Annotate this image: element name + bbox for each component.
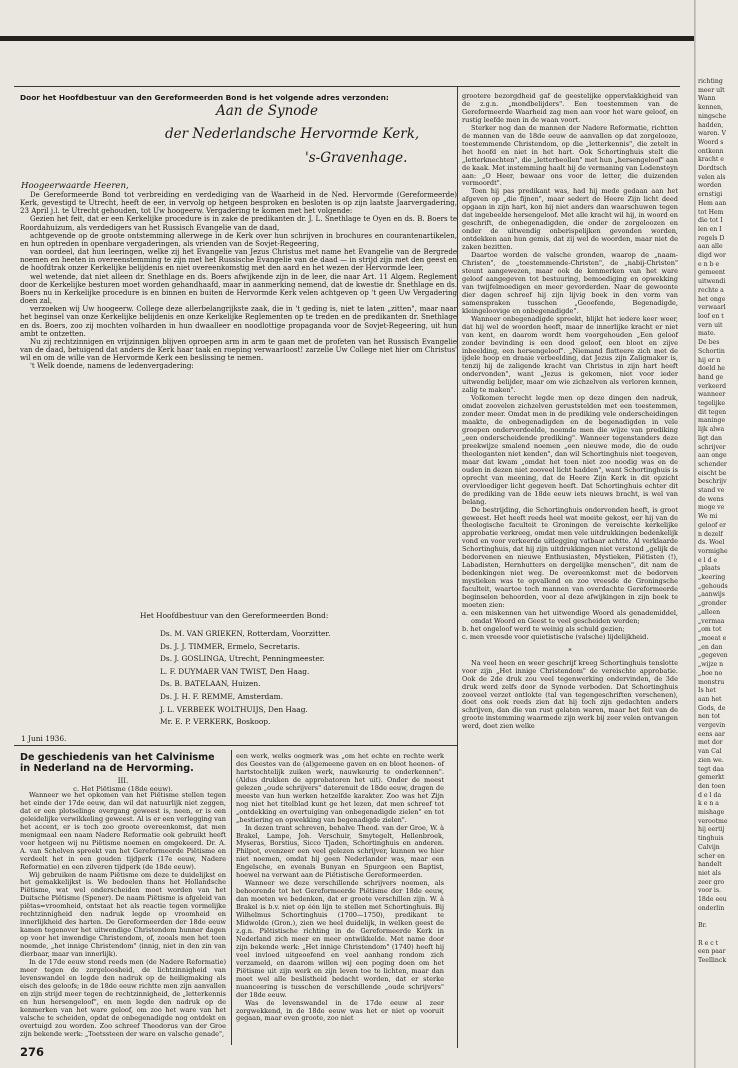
adjacent-page-fragment: hand ge (698, 373, 724, 381)
article-paragraph: Wanneer onbegenadigde spreekt, blijkt het iedere keer weer, dat hij wel de woorden heeft, maar de innerlijke kracht er niet van kent, en daarom wordt hem voorgehouden „Een geloof zonder bevinding is een dood geloof, een bloot en zijve inbeelding, een hersengeloof". „Niemand flatteere zich met de ijdele hoop en draaie verbeelding, dat Jezus zijn Zaligmaker is, tenzij hij de zaligende kracht van Christus in zijn hart heeft ondervonden", want „Jezus is gekomen, niet voor ieder uitwendig belijder, maar om wie zichzelven als verloren kennen, zalig te maken". (462, 314, 678, 395)
adjacent-page-fragment: Gods, de (698, 704, 726, 712)
adjacent-page-fragment: ds. Woel (698, 539, 725, 547)
signatory: Ds. B. BATELAAN, Huizen. (160, 679, 261, 689)
letter-paragraph: 't Welk doende, namens de ledenvergadering: (30, 361, 194, 371)
adjacent-page-fragment: dit tegen (698, 408, 727, 416)
adjacent-page-fragment: hij er n (698, 356, 721, 364)
adjacent-page-fragment: „gehouds (698, 582, 728, 590)
column-rule (231, 750, 232, 1045)
adjacent-page-fragment: nen tot (698, 713, 721, 721)
signatory-list (160, 628, 331, 729)
adjacent-page-fragment: zeer gro (698, 878, 725, 886)
signatory: Mr. E. P. VERKERK, Boskoop. (160, 717, 271, 727)
adjacent-page-fragment: tinghuis (698, 835, 724, 843)
article-number: III. (117, 777, 129, 785)
adjacent-page-fragment: tegelijke (698, 400, 726, 408)
adjacent-page-fragment: de wens (698, 495, 724, 503)
article-paragraph: Wanneer we deze verschillende schrijvers noemen, als behoorende tot het Gereformeerde Piëtisme der 18de eeuw, dan moeten we bedenken, dat er groote verschillen zijn. W. à Brakel is b.v. niet op één lijn te stellen met Schortinghuis. Bij Wilhelmus Schortinghuis (1700—1750), predikant te Midwolde (Gron.), zien we heel duidelijk, in welken geest de z.g.n. Piëtistische richting in de Gereformeerde Kerk in Nederland zich meer en meer ontwikkelde. Met name door zijn bekende werk: „Het innige Christendom" (1740) heeft hij veel invloed uitgeoefend en veel aanhang rondom zich verzameld, en daarom willen wij een poging doen om het Piëtisme uit zijn werk en zijn leven toe te lichten, maar dan moet wel alle beslistheid bedacht worden, dat er sterke nuanceering is tusschen de verschillende „oude schrijvers" der 18de eeuw. (236, 879, 444, 999)
signatory: Ds. J. J. TIMMER, Ermelo, Secretaris. (160, 641, 300, 651)
adjacent-page-fragment: schrijver (698, 443, 726, 451)
adjacent-page-fragment (698, 931, 738, 940)
adjacent-page-fragment: mishage (698, 809, 725, 817)
adjacent-page-fragment: rechte a (698, 286, 724, 294)
salutation: Hoogeerwaarde Heeren, (21, 181, 129, 191)
adjacent-page-fragment: worden (698, 182, 722, 190)
adjacent-page-fragment: zien we. (698, 756, 724, 764)
article-column-2 (236, 753, 444, 1023)
address-line-1: Aan de Synode (216, 103, 319, 119)
adjacent-page-fragment: voor is. (698, 887, 721, 895)
adjacent-page-fragment: „om tot (698, 626, 722, 634)
objection-item: c. men vreesde voor quietistische (valsche) lijdelijkheid. (462, 632, 649, 641)
letter-paragraph: De Gereformeerde Bond tot verbreiding en verdediging van de Waarheid in de Ned. Hervormde (Gereformeerde) Kerk, gevestigd te Utrecht, heeft de eer, in vervolg op hetgeen besproken en besloten is op zijn laatste Jaarvergadering, 23 April j.l. te Utrecht gehouden, tot Uw hoogeerw. Vergadering te komen met het volgende: (20, 190, 457, 216)
adjacent-page-fragment: Calvijn (698, 843, 720, 851)
article-paragraph: De bestrijding, die Schortinghuis ondervonden heeft, is groot geweest. Het heeft reeds heel wat moeite gekost, eer hij van de theologische faculteit te Groningen de vereischte kerkelijke approbatie verkreeg, omdat men vele uitdrukkingen bedenkelijk vond en voor verkeerde uitlegging vatbaar achtte. Al verklaarde Schortinghuis, dat hij zijn uitdrukkingen niet verstond „gelijk de bedorvenen en nieuwe Enthusiasten, Mystieken, Piëtisten (!), Labadisten, Hernhutters en dergelijke menschen", dit nam de bedenkingen niet weg. De overeenkomst met de bedorven mystieken was te opvallend en zoo vreesde de Groningsche faculteit, waartoe toch mannen van overdachte Gereformeerde beginselen behoorden, voor al deze afwijkingen in zijn boek te moeten zien: (462, 505, 678, 609)
adjacent-page-fragment: „keering (698, 574, 726, 582)
adjacent-page-fragment: kennen, (698, 104, 723, 112)
article-rule (14, 745, 457, 746)
adjacent-page-fragment: vormighe (698, 547, 728, 555)
letter-paragraph: Nu zij rechtzinnigen en vrijzinnigen blijven oproepen arm in arm te gaan met de profeten van het Russisch Evangelie van de daad, betuigend dat anders de Kerk haar taak en roeping verwaarloost! zarzelie Uw College niet hier om Christus' wil en om de wille van de Hervormde Kerk een beslissing te nemen. (20, 336, 457, 363)
article-column-1 (20, 792, 226, 1039)
adjacent-page-fragment: moge ve (698, 504, 725, 512)
article-paragraph: een werk, welks oogmerk was „om het echte en rechte werk des Geestes van de (al)gemeene gaven en en bloot heenen- of hartstochtelijk zuiken werk, nauwkeurig te onderkennen". (Aldus drukken de approbatoren het uit). Onder de meest gelezen „oude schrijvers" daterenuit de 18de eeuw, dragen de meeste van hun werken hetzelfde karakter. Zoo was het Zijn nog niet het titelblad kunt ge het lezen, dat men schreef tot „ontdekking en overtuiging van onbegenadigde zielen" en tot „bestiering en opwekking van begenadigde zielen". (236, 752, 444, 824)
adjacent-page-fragment: aan onge (698, 452, 727, 460)
top-border (0, 36, 694, 41)
adjacent-page-column (698, 78, 738, 966)
adjacent-page-fragment: „hoe no (698, 669, 723, 677)
article-paragraph: Toen hij pas predikant was, had hij mede gedaan aan het afgeven op „die fijnen", maar sedert de Heere Zijn licht deed opgaan in zijn hart, kon hij niet anders dan waarschuwen tegen dat ingebeelde hersengeloof. Met alle kracht wil hij, in woord en geschrift, de onbegenadigden, die onder de zorgeloozen en onder de uitwendig onberispelijken gevonden worden, ontdekken aan hun gemis, dat zij wel de woorden, maar niet de zaken bezitten. (462, 187, 678, 252)
adjacent-page-fragment: wanneer (698, 391, 726, 399)
adjacent-page-fragment: onderlin (698, 904, 725, 912)
article-paragraph: Wij gebruiken de naam Piëtisme om deze te duidelijkst en het gemakkelijkst is. We bedoelen thans het Hollandsche Piëtisme, wat wel onderscheiden moet worden van het Duitsche Piëtisme (Spener). De naam Piëtisme is afgeleid van piëtas=vroomheid, ontstaat het als reactie tegen vormelijke rechtzinnigheid den nadruk legde op vroomheid en innerlijkheid des harten. De Gereformeerden der 18de eeuw kamen tegenover het uitwendige Christendom hunner dagen op voor het inwendige Christendom, of, zooals men het toen noemde, „het innige Christendom" (innig, niet in den zin van dierbaar, maar van innerlijk). (20, 870, 226, 959)
adjacent-page-fragment: kracht e (698, 156, 724, 164)
adjacent-page-fragment: „vermaa (698, 617, 725, 625)
adjacent-page-fragment: „plaats (698, 565, 721, 573)
letter-paragraph: achtgevende op de groote ontstemming allerwege in de Kerk over hun schrijven in brochures en courantenartikelen, en hun optreden in openbare vergaderingen, als vrienden van de Sovjet-Regeering, (20, 230, 457, 248)
article-paragraph: Daartoe worden de valsche gronden, waarop de „naam-Christen", de „toestemmende-Christen", de „nabij-Christen" steunt aangewezen, maar ook de kenmerken van het ware geloof aangegeven tot bestuuring, bemoediging en opwekking van twijfelmoedigen en meer gevorderden. Naar de gewoonte dier dagen schreef hij zijn lijvig boek in den vorm van samenspraken tusschen „Geoefende, Begenadigde, kleingeloovige en onbegenadigde". (462, 251, 678, 315)
lead-line: Door het Hoofdbestuur van den Gereformeerden Bond is het volgende adres verzonden: (20, 93, 389, 102)
letter-body (20, 191, 457, 370)
adjacent-page-fragment: scher en (698, 852, 725, 860)
article-paragraph: Volkomen terecht legde men op deze dingen den nadruk, omdat zoovelen zichzelven geruststelden met een toestemmen, zonder meer. Omdat men in de prediking vele onderscheidingen maakte, de onbegenadigden en de begenadigden in vele groepen onderverdeelde, noemde men die wijze van prediking „een onderscheidende prediking". Wanneer tegenstanders deze preekwijze smalend noemen „een nieuwe mode, die de oude theologanten niet kenden", dan wil Schortinghuis niet toegeven, maar dat kwam „omdat het toen niet zoo noodig was en de ouden in dezen niet zooveel licht hadden", want Schortinghuis is oprecht van meening, dat de Heere Zijn Kerk in dit opzicht overvloediger licht gegeven heeft. Dat Schortinghuis echter dit de prediking van de 18de eeuw iets nieuws bracht, is wel van belang. (462, 394, 678, 506)
adjacent-page-fragment: Schortin (698, 347, 725, 355)
letter-date: 1 Juni 1936. (21, 734, 67, 743)
adjacent-page-fragment: loof en t (698, 312, 724, 320)
adjacent-page-fragment: aan alle (698, 243, 723, 251)
adjacent-page-fragment: richting (698, 78, 723, 85)
letter-paragraph: wel wetende, dat niet alleen dr. Snethlage en ds. Boers afwijkende zijn in de leer, die naar Art. 11 Algem. Reglement door de Kerkelijke besturen moet worden gehandhaafd, maar in aanmerking nemend, dat de kwestie dr. Snethlage en ds. Boers nu in Kerkelijke procedure is en binnen en buiten de Hervormde Kerk velen achtgeven op 't geen Uw Vergadering doen zal, (20, 271, 457, 306)
address-line-2: der Nederlandsche Hervormde Kerk, (165, 126, 420, 142)
adjacent-page-fragment: e n b e (698, 260, 720, 268)
adjacent-page-fragment: schender (698, 460, 727, 468)
article-paragraph: Wanneer we het opkomen van het Piëtisme stellen tegen het einde der 17de eeuw, dan wil dat natuurlijk niet zeggen, dat er een plotselinge overgang geweest is, neen, er is een geleidelijke verwikkeling geweest. Al is er een verlegging van het accent, er is toch zoo groote overeenkomst, dat men menigmaal een naam Nadere Reformatie ook gebruikt heeft voor hetgeen wij nu Piëtisme noemen en omgekeerd. Dr. A. A. van Schelven spreekt van het Gereformeerde Piëtisme en verdeelt het in een gouden tijdperk (17e eeuw, Nadere Reformatie) en een zilveren tijdperk (de 18de eeuw). (20, 791, 226, 871)
adjacent-page-fragment: aan het (698, 695, 722, 703)
adjacent-page-fragment: het onge (698, 295, 726, 303)
section-rule (14, 86, 680, 87)
signatory: L. F. DUYMAER VAN TWIST, Den Haag. (160, 666, 310, 676)
adjacent-page-fragment: 18de eeu (698, 896, 727, 904)
adjacent-page-fragment: „en dan (698, 643, 723, 651)
article-paragraph: Was de levenswandel in de 17de eeuw al zeer zorgwekkend, in de 18de eeuw was het er niet op vooruit gegaan, maar even groote, zoo niet (236, 998, 444, 1023)
adjacent-page-fragment: digd wor (698, 252, 726, 260)
adjacent-page-fragment: verwaarl (698, 304, 726, 312)
adjacent-page-fragment: „gegeven (698, 652, 728, 660)
page-number: 276 (20, 1045, 45, 1059)
adjacent-page-fragment: met dor (698, 739, 723, 747)
adjacent-page-fragment: tegt daa (698, 765, 724, 773)
article-paragraph: grootere bezorgdheid gaf de geestelijke oppervlakkigheid van de z.g.n. „mondbelijders". Een toestemmen van de Gereformeerde Waarheid zag men aan voor het ware geloof, en rustig leefde men in de waan voort. (462, 92, 678, 124)
article-paragraph: In de 17de eeuw stond reeds men (de Nadere Reformatie) meer tegen de zorgeloosheid, de lichtzinnigheid van levenswandel en legde den nadruk op de heiligmaking als eisch des geloofs; in de 18de eeuw richtte men zijn aanvallen en zijn strijd meer tegen de rechtzinnigheid, de „letterkennis en hun hersengeloof", en men legde den nadruk op de kenmerken van het ware geloof, om zoo het ware van het valsche te scheiden, opdat de onbegenadigde nog ontdekt en overtuigd zou worden. Zoo schreef Theodorus van der Groe zijn bekende werk: „Toetssteen der ware en valsche genade", (20, 958, 226, 1038)
adjacent-page-fragment: R e c t (698, 939, 719, 947)
adjacent-page-fragment: De bes (698, 339, 720, 347)
adjacent-page-fragment: vern uit (698, 321, 723, 329)
adjacent-page-fragment: stand ve (698, 487, 725, 495)
adjacent-page-fragment: Wann (698, 95, 716, 103)
adjacent-page-fragment: „alleen (698, 608, 721, 616)
adjacent-page-fragment: „wijze n (698, 661, 724, 669)
adjacent-page-fragment: maninge (698, 417, 726, 425)
adjacent-page-fragment: lijk alwa (698, 426, 725, 434)
adjacent-page-fragment: Woord s (698, 138, 724, 146)
section-ornament: * (568, 646, 572, 655)
signatory: Ds. J. H. F. REMME, Amsterdam. (160, 691, 284, 701)
article-headline: De geschiedenis van het Calvinisme in Nederland na de Hervorming. (20, 752, 215, 774)
adjacent-page-fragment: verootme (698, 817, 728, 825)
adjacent-page-fragment: van Cal (698, 748, 722, 756)
article-paragraph: In dezen trant schreven, behalve Theod. van der Groe, W. à Brakel, Lampe, Joh. Verschuir, Smytegelt, Hellenbroek, Myseras, Borstius, Sicco Tjaden, Schortinghuis en anderen. Philpot, evenzeer een veel gelezen schrijver, kunnen we hier niet noemen, omdat hij geen Nederlander was, maar een Engelsche, en evenals Bunyan en Spurgeon een Baptist, hoewel na verwant aan de Piëtistische Gereformeerden. (236, 823, 444, 880)
article-column-3 (462, 93, 678, 731)
letter-paragraph: Gezien het feit, dat er een Kerkelijke procedure is in zake de predikanten dr. J. L. Snethlage te Oyen en ds. B. Boers te Roordahuizum, als verdedigers van het Russisch Evangelie van de daad, (20, 214, 457, 232)
objection-item: b. het ongeloof werd te weinig als schuld gezien; (462, 624, 625, 633)
adjacent-page-fragment: een paar (698, 948, 726, 956)
adjacent-page-fragment: ontkenn (698, 147, 724, 155)
adjacent-page-fragment: „aanwijs (698, 591, 725, 599)
adjacent-page-fragment: handelt (698, 861, 722, 869)
adjacent-page-fragment: d e l da (698, 791, 722, 799)
signoff: Het Hoofdbestuur van den Gereformeerden Bond: (140, 611, 329, 620)
column-rule (457, 86, 458, 1048)
adjacent-page-fragment: die tot I (698, 217, 723, 225)
adjacent-page-fragment: vergevin (698, 722, 726, 730)
adjacent-page-fragment: verkeerd (698, 382, 727, 390)
adjacent-page-fragment: gemerkt (698, 774, 725, 782)
adjacent-page-fragment: Dordtsch (698, 165, 727, 173)
objection-item: a. een miskennen van het uitwendige Woord als genademiddel, omdat Woord en Geest te veel gescheiden werden; (462, 608, 678, 625)
adjacent-page-fragment: hadden, (698, 121, 724, 129)
signatory: Ds. J. GOSLINGA, Utrecht, Penningmeester. (160, 654, 325, 664)
adjacent-page-fragment: Teellinck (698, 957, 727, 965)
article-subheading: c. Het Piëtisme (18de eeuw). (73, 785, 173, 793)
adjacent-page-fragment: monstru (698, 678, 725, 686)
adjacent-page-fragment: ningsche (698, 112, 727, 120)
adjacent-page-fragment: n dezelf (698, 530, 723, 538)
adjacent-page-fragment: ligt dan (698, 434, 723, 442)
adjacent-page-fragment: Br. (698, 922, 707, 930)
adjacent-page-strip (696, 0, 738, 1068)
adjacent-page-fragment (698, 914, 738, 923)
adjacent-page-fragment: tot Hem (698, 208, 724, 216)
signatory: J. L. VERBEEK WOLTHUIJS, Den Haag. (160, 704, 308, 714)
adjacent-page-fragment: niet als (698, 869, 721, 877)
adjacent-page-fragment: len en I (698, 225, 722, 233)
adjacent-page-fragment: velen als (698, 173, 726, 181)
adjacent-page-fragment: beschrijv (698, 478, 727, 486)
adjacent-page-fragment: geloof er (698, 521, 726, 529)
adjacent-page-fragment: mate. (698, 330, 716, 338)
adjacent-page-fragment: ernstigi (698, 191, 723, 199)
adjacent-page-fragment: „gronder (698, 600, 727, 608)
adjacent-page-fragment: k e n a (698, 800, 719, 808)
adjacent-page-fragment: Hem aan (698, 199, 727, 207)
adjacent-page-fragment: eens aar (698, 730, 725, 738)
adjacent-page-fragment: e l d e (698, 556, 718, 564)
adjacent-page-fragment: „moeat e (698, 635, 727, 642)
adjacent-page-fragment: Is het (698, 687, 716, 695)
adjacent-page-fragment: meer ult (698, 86, 725, 94)
adjacent-page-fragment: We mi (698, 513, 718, 521)
address-line-3: 's-Gravenhage. (305, 150, 408, 166)
letter-paragraph: van oordeel, dat hun leeringen, welke zij het Evangelie van Jezus Christus met name het Evangelie van de Bergrede noemen en heeten in overeenstemming te zijn met het Russische Evangelie van de daad — in strijd zijn met den geest en de hoofdtrak onzer Kerkelijke belijdenis en niet overeenkomstig met den aard en het wezen der Hervormde leer, (20, 247, 457, 273)
adjacent-page-fragment: hij eertij (698, 826, 725, 834)
adjacent-page-fragment: den toen (698, 782, 726, 790)
article-paragraph: Na veel heen en weer geschrijf kreeg Schortinghuis tenslotte voor zijn „Het innige Christendom" de vereischte approbatie. Ook de 2de druk zou veel tegenwerking ondervinden, de 3de druk werd zelfs door de Synode verboden. Dat Schortinghuis zooveel verzet ontlokte (tal van tegengeschriften verschenen), doet ons ook reeds zien dat hij toch zijn gedachten anders schrijven, dan die van rust gelaten waren, maar het feit van de groote instemming waarmede zijn werk bij zeer velen ontvangen werd, doet zien welke (462, 658, 678, 731)
article-paragraph: Sterker nog dan de mannen der Nadere Reformatie, richtten de mannen van de 18de eeuw de aanvallen op dat zorgelooze, toestemmende Christendom, op die „letterkennis", die zetelt in het hoofd en niet in het hart. Ook Schortinghuis stelt die „letterknechten", die „letterbeollen" met hun „hersengeloof" aan de kaak. Met instemming haalt hij de vermaning van Lodensteyn aan: „O Heer, bewaar ons voor de letter, die duizenden vermoordt". (462, 123, 678, 188)
adjacent-page-fragment: uitwendi (698, 278, 726, 286)
adjacent-page-fragment: gemeent (698, 269, 726, 277)
signatory: Ds. M. VAN GRIEKEN, Rotterdam, Voorzitter. (160, 629, 331, 638)
adjacent-page-fragment: eischt be (698, 469, 727, 477)
adjacent-page-fragment: waren. V (698, 130, 726, 138)
adjacent-page-fragment: regels D (698, 234, 725, 242)
adjacent-page-fragment: doeld he (698, 365, 725, 373)
letter-paragraph: verzoeken wij Uw hoogeerw. College deze allerbelangrijkste zaak, die in 't geding is, niet te laten „zitten", maar naar het beginsel van onze Kerkelijke belijdenis en onze Kerkelijke Reglementen op te treden en de predikanten dr. Snethlage en ds. Boers, zoo zij mochten volharden in hun dwaalleer en noodlottige propaganda voor de Sovjet-Regeering, uit hun ambt te ontzetten. (20, 304, 457, 338)
